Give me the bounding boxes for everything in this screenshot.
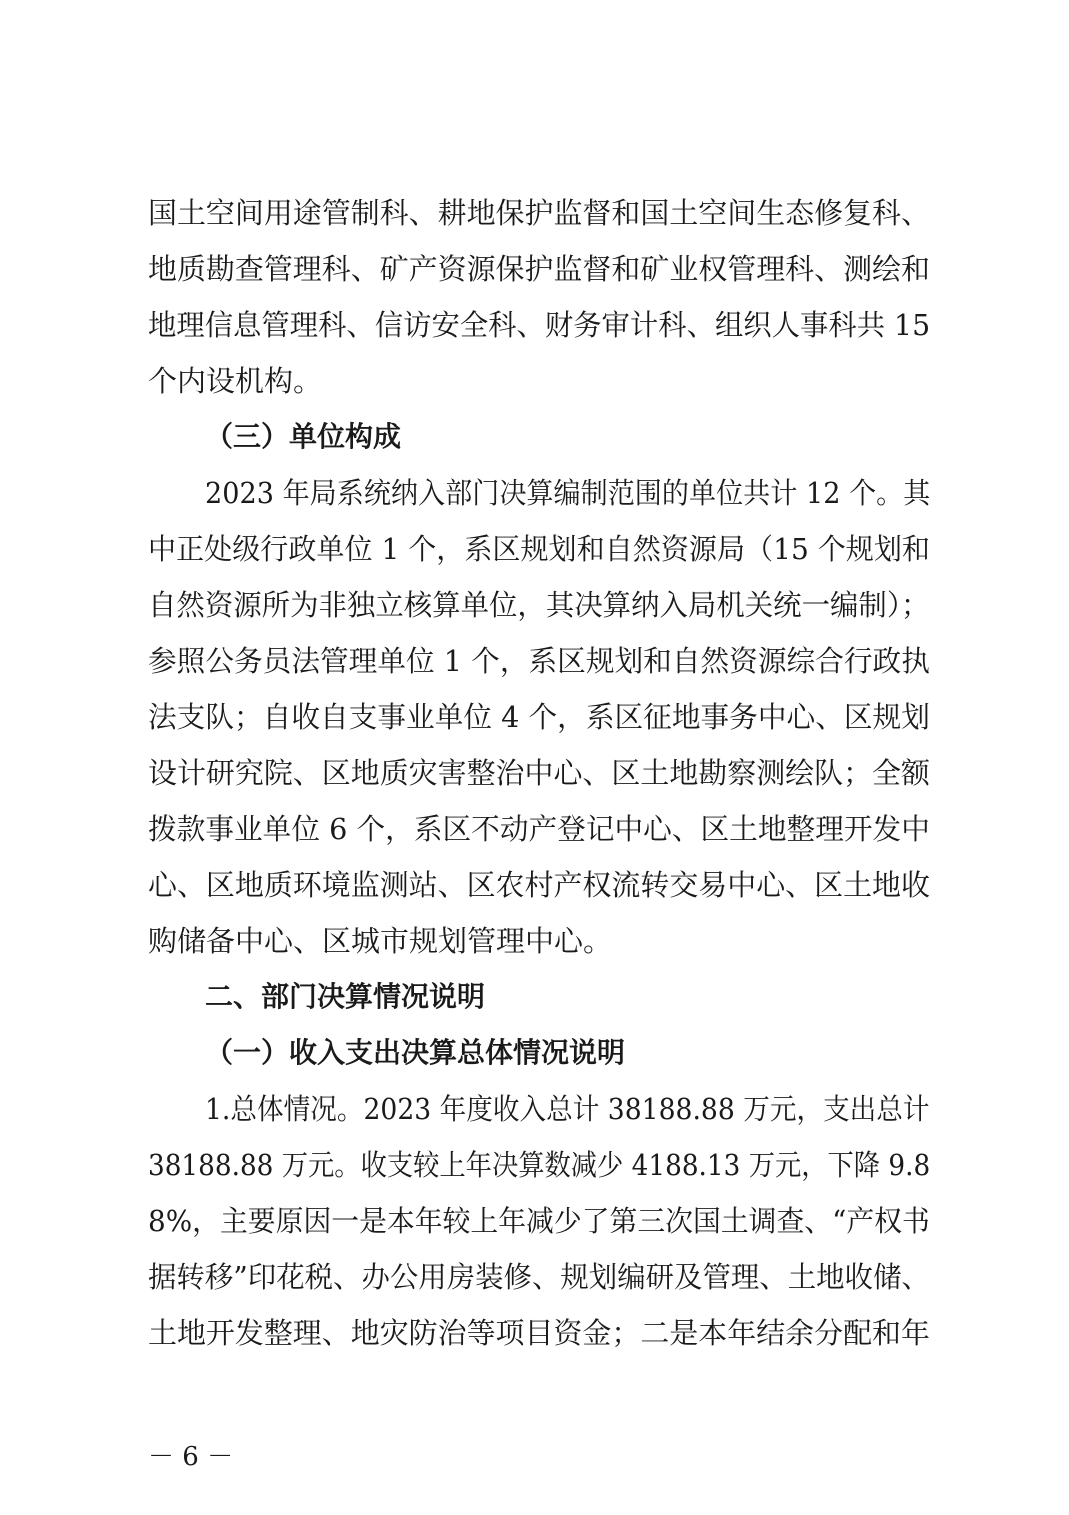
paragraph-line: 据转移”印花税、办公用房装修、规划编研及管理、土地收储、 bbox=[148, 1260, 930, 1294]
chapter-heading: 二、部门决算情况说明 bbox=[205, 980, 486, 1013]
page-number: － 6 － bbox=[148, 1442, 234, 1472]
paragraph-line: 设计研究院、区地质灾害整治中心、区土地勘察测绘队；全额 bbox=[148, 756, 930, 790]
paragraph-line: 国土空间用途管制科、耕地保护监督和国土空间生态修复科、 bbox=[148, 196, 930, 230]
paragraph-line: 法支队；自收自支事业单位 4 个，系区征地事务中心、区规划 bbox=[148, 700, 930, 734]
paragraph-line: 土地开发整理、地灾防治等项目资金；二是本年结余分配和年 bbox=[148, 1316, 930, 1350]
paragraph-line: 心、区地质环境监测站、区农村产权流转交易中心、区土地收 bbox=[148, 868, 930, 902]
section-heading: （三）单位构成 bbox=[205, 420, 402, 453]
paragraph-line: 2023 年局系统纳入部门决算编制范围的单位共计 12 个。其 bbox=[205, 476, 931, 510]
paragraph-line: 38188.88 万元。收支较上年决算数减少 4188.13 万元，下降 9.8 bbox=[148, 1148, 931, 1182]
paragraph-line: 8%，主要原因一是本年较上年减少了第三次国土调查、“产权书 bbox=[148, 1204, 930, 1238]
paragraph-line: 地质勘查管理科、矿产资源保护监督和矿业权管理科、测绘和 bbox=[148, 252, 930, 286]
paragraph-line: 购储备中心、区城市规划管理中心。 bbox=[148, 924, 613, 958]
paragraph-line: 地理信息管理科、信访安全科、财务审计科、组织人事科共 15 bbox=[148, 308, 931, 342]
paragraph-line: 中正处级行政单位 1 个，系区规划和自然资源局（15 个规划和 bbox=[148, 532, 930, 566]
paragraph-line: 自然资源所为非独立核算单位，其决算纳入局机关统一编制）； bbox=[148, 588, 930, 622]
subsection-heading: （一）收入支出决算总体情况说明 bbox=[205, 1036, 626, 1069]
paragraph-line: 参照公务员法管理单位 1 个，系区规划和自然资源综合行政执 bbox=[148, 644, 930, 678]
paragraph-line: 拨款事业单位 6 个，系区不动产登记中心、区土地整理开发中 bbox=[148, 812, 930, 846]
paragraph-line: 个内设机构。 bbox=[148, 364, 323, 398]
paragraph-line: 1.总体情况。2023 年度收入总计 38188.88 万元，支出总计 bbox=[205, 1092, 930, 1126]
